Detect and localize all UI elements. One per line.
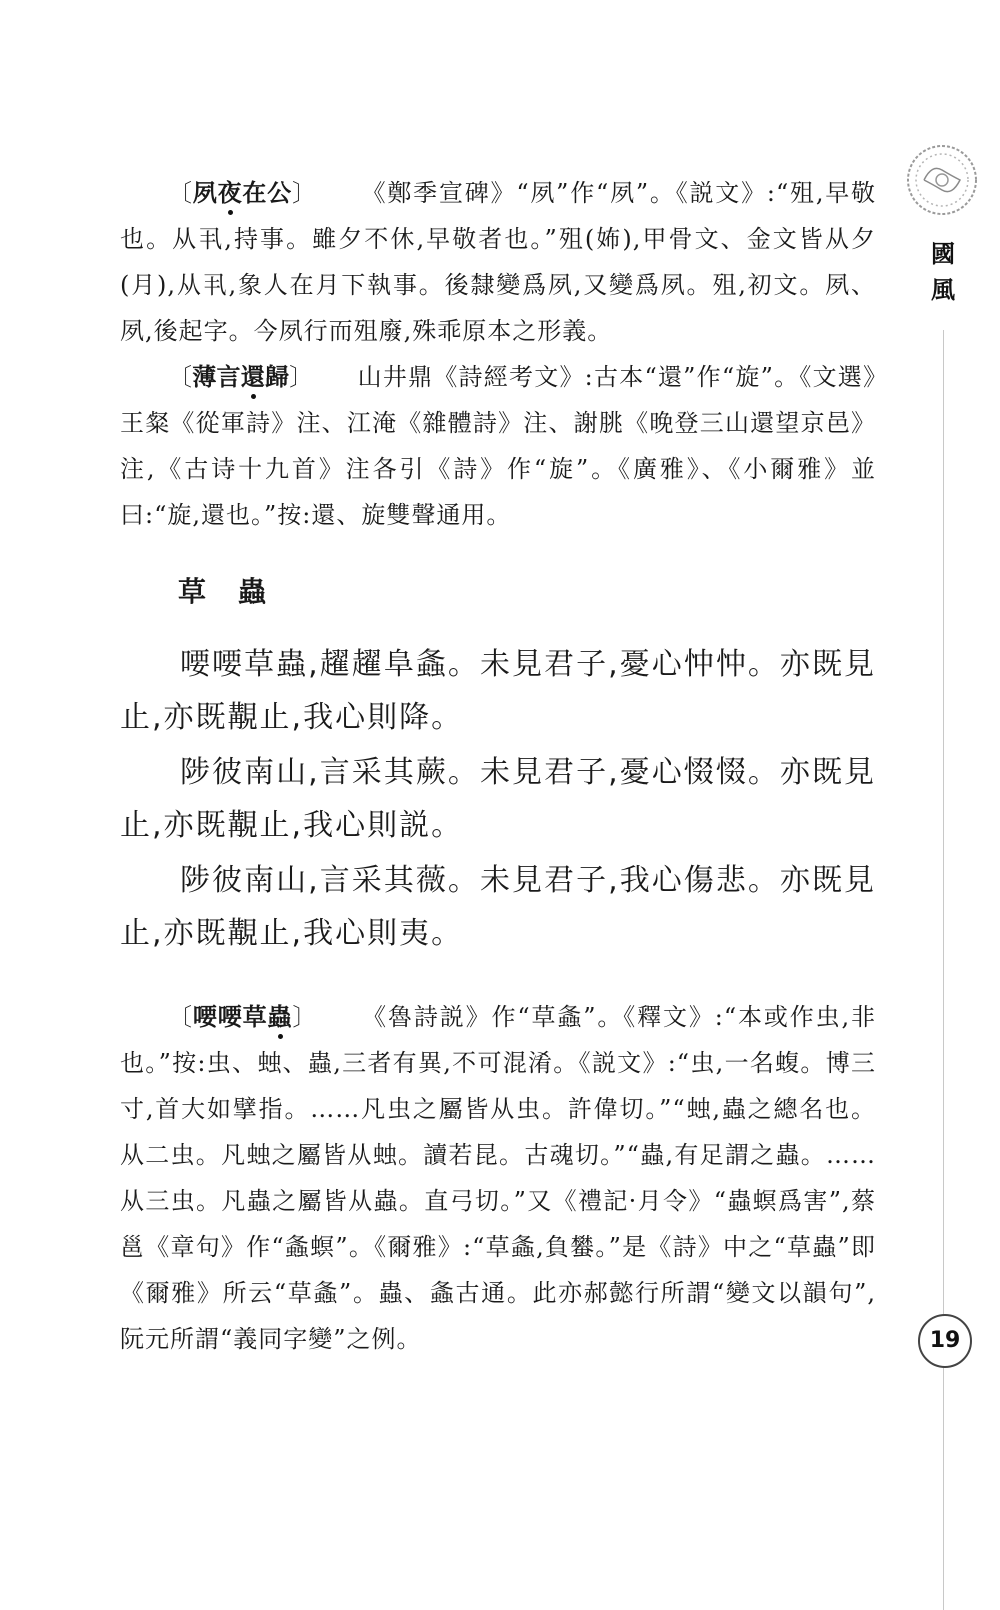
note-headword: 〔薄言還歸〕 [168, 363, 314, 391]
note-text: 山井鼎《詩經考文》:古本“還”作“旋”。《文選》王粲《從軍詩》注、江淹《雜體詩》注、謝朓《晚登三山還望京邑》注,《古诗十九首》注各引《詩》作“旋”。《廣雅》、《小爾雅》並曰:“旋,還也。”按:還、旋雙聲通用。 [120, 363, 877, 529]
seal-ornament-icon [902, 140, 982, 220]
side-divider [943, 330, 944, 1610]
note-headword: 〔喓喓草蟲〕 [168, 1003, 318, 1031]
poem-title: 草蟲 [178, 575, 299, 608]
side-header-char: 國 [931, 240, 955, 268]
side-header-char: 風 [931, 276, 955, 304]
headword-part: 喓喓草 [192, 1003, 268, 1031]
note-boyanhuangui [120, 354, 876, 538]
note-paragraph [120, 170, 876, 354]
note-text: 《魯詩説》作“草螽”。《釋文》:“本或作虫,非也。”按:虫、䖵、蟲,三者有異,不可混淆。《説文》:“虫,一名蝮。博三寸,首大如擘指。……凡虫之屬皆从虫。許偉切。”“䖵,蟲之總名也。从二虫。凡䖵之屬皆从䖵。讀若昆。古魂切。”“蟲,有足謂之蟲。……从三虫。凡蟲之屬皆从蟲。直弓切。”又《禮記·月令》“蟲螟爲害”,蔡邕《章句》作“螽螟”。《爾雅》:“草螽,負蠜。”是《詩》中之“草蟲”即《爾雅》所云“草螽”。蟲、螽古通。此亦郝懿行所謂“變文以韻句”,阮元所謂“義同字變”之例。 [120, 1003, 876, 1353]
headword-part: 夙 [192, 179, 218, 207]
poem-stanza: 陟彼南山,言采其薇。未見君子,我心傷悲。亦既見止,亦既覯止,我心則夷。 [120, 863, 876, 951]
note-headword: 〔夙夜在公〕 [168, 179, 317, 207]
note-paragraph [120, 994, 876, 1362]
headword-dotted-char: 還 [240, 363, 265, 391]
poem-stanza: 喓喓草蟲,趯趯阜螽。未見君子,憂心忡忡。亦既見止,亦既覯止,我心則降。 [120, 647, 876, 735]
note-text: 《鄭季宣碑》“夙”作“夙”。《説文》:“殂,早敬也。从丮,持事。雖夕不休,早敬者也。”殂(㚴),甲骨文、金文皆从夕(月),从丮,象人在月下執事。後隸變爲夙,又變爲夙。殂,初文。夙、夙,後起字。今夙行而殂廢,殊乖原本之形義。 [120, 179, 877, 345]
headword-part: 在公 [242, 179, 292, 207]
headword-dotted-char: 夜 [217, 179, 243, 207]
page-number: 19 [918, 1314, 972, 1368]
side-running-header [928, 236, 958, 308]
headword-part: 薄言 [192, 363, 241, 391]
note-paragraph [120, 354, 876, 538]
headword-dotted-char: 蟲 [267, 1003, 293, 1031]
note-yaoyaocaochong [120, 994, 876, 1362]
poem-stanza: 陟彼南山,言采其蕨。未見君子,憂心惙惙。亦既見止,亦既覯止,我心則説。 [120, 755, 876, 843]
poem-body [120, 638, 876, 960]
note-suyezaigong [120, 170, 876, 354]
headword-part: 歸 [264, 363, 290, 391]
